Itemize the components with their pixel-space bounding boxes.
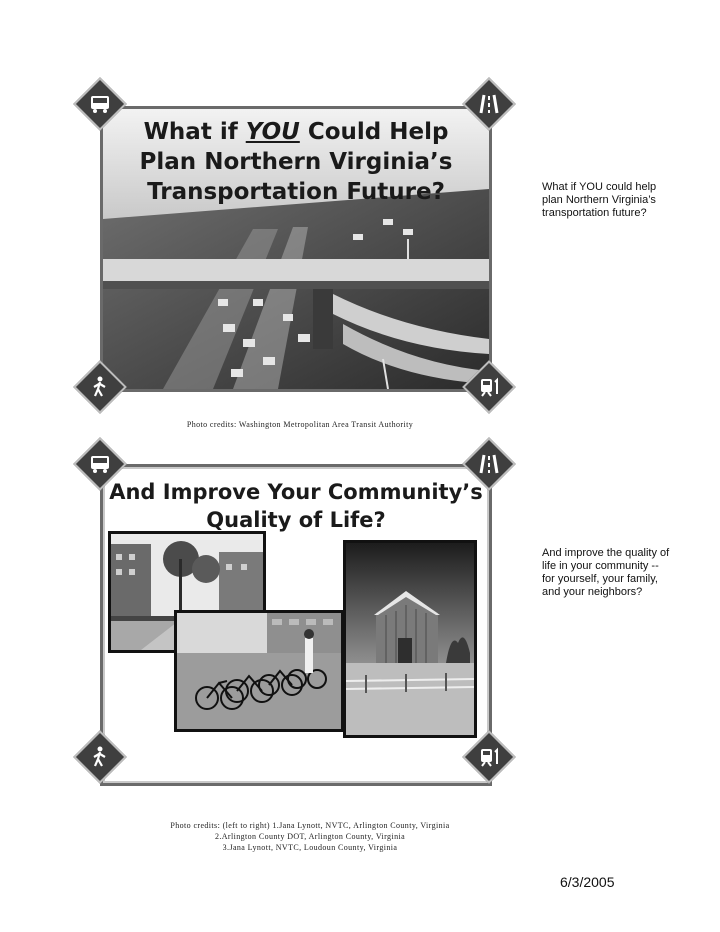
slide-2-title-line-2: Quality of Life? (206, 508, 386, 532)
credit-line-2: 2.Arlington County DOT, Arlington County, Virginia (214, 832, 406, 841)
bus-icon (83, 87, 117, 121)
slide-2 (0, 440, 720, 800)
slide-1-photo-credit: Photo credits: Washington Metropolitan Area Transit Authority (186, 420, 414, 429)
slide-1-title-line-3: Transportation Future? (147, 179, 445, 205)
slide-1-notes: What if YOU could help plan Northern Virginia’s transportation future? (542, 181, 657, 219)
bus-icon (83, 447, 117, 481)
print-date: 6/3/2005 (560, 874, 615, 890)
road-icon (472, 87, 506, 121)
slide-1-title-line-2: Plan Northern Virginia’s (139, 149, 453, 175)
credit-line-3: 3.Jana Lynott, NVTC, Loudoun County, Virginia (222, 843, 398, 852)
slide-2-notes: And improve the quality of life in your community -- for yourself, your family, and your neighbors? (542, 547, 670, 598)
slide-2-photo-credits (100, 820, 520, 853)
slide-1-title (103, 117, 489, 207)
barn-photo (343, 540, 477, 738)
train-icon (472, 740, 506, 774)
slide-2-title (100, 478, 492, 534)
slide-1-frame (100, 106, 492, 392)
train-icon (472, 370, 506, 404)
slide-2-title-line-1: And Improve Your Community’s (109, 480, 483, 504)
slide-1-title-line-1: What if YOU Could Help (143, 119, 449, 145)
emphasis-you: YOU (245, 119, 300, 145)
pedestrian-icon (83, 370, 117, 404)
pedestrian-icon (83, 740, 117, 774)
credit-line-1: Photo credits: (left to right) 1.Jana Lynott, NVTC, Arlington County, Virginia (170, 821, 450, 830)
bicycle-rack-photo (174, 610, 344, 732)
slide-1 (0, 0, 720, 440)
road-icon (472, 447, 506, 481)
